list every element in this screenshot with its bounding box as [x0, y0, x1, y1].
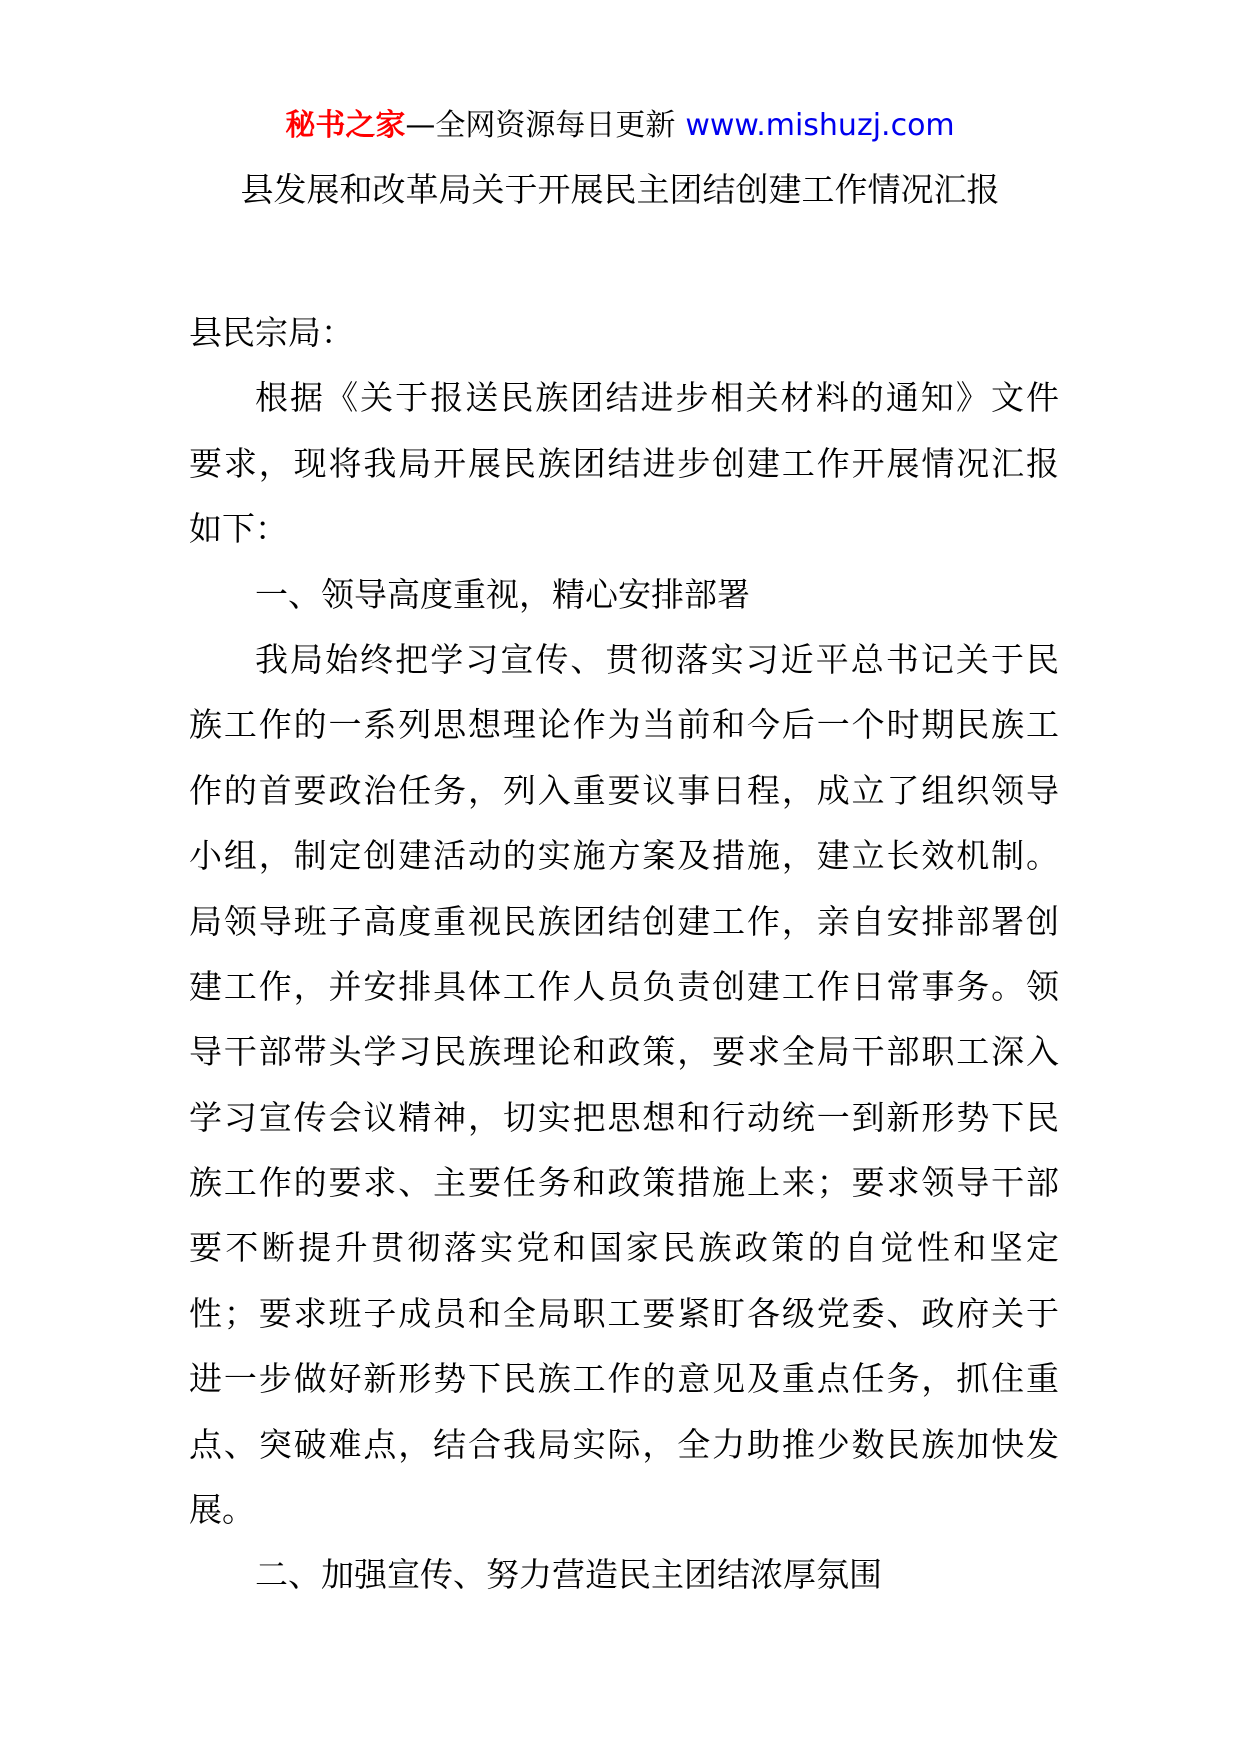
paragraph-line: 作的首要政治任务，列入重要议事日程，成立了组织领导 [189, 770, 1059, 810]
site-tagline: —全网资源每日更新 [405, 108, 676, 143]
paragraph-line: 如下： [189, 509, 288, 549]
paragraph-line: 要求，现将我局开展民族团结进步创建工作开展情况汇报 [189, 443, 1059, 483]
site-header [0, 104, 1240, 148]
paragraph-line: 导干部带头学习民族理论和政策，要求全局干部职工深入 [189, 1032, 1059, 1072]
paragraph-line: 学习宣传会议精神，切实把思想和行动统一到新形势下民 [189, 1097, 1059, 1137]
paragraph-line: 要不断提升贯彻落实党和国家民族政策的自觉性和坚定 [189, 1228, 1059, 1268]
paragraph-line: 小组，制定创建活动的实施方案及措施，建立长效机制。 [189, 836, 1059, 876]
paragraph-line: 族工作的要求、主要任务和政策措施上来；要求领导干部 [189, 1163, 1059, 1203]
paragraph-line: 点、突破难点，结合我局实际，全力助推少数民族加快发 [189, 1424, 1059, 1464]
document-body [189, 300, 1059, 1608]
paragraph-line: 局领导班子高度重视民族团结创建工作，亲自安排部署创 [189, 901, 1059, 941]
section-heading: 二、加强宣传、努力营造民主团结浓厚氛围 [255, 1555, 882, 1595]
paragraph-line: 性；要求班子成员和全局职工要紧盯各级党委、政府关于 [189, 1293, 1059, 1333]
paragraph-line: 进一步做好新形势下民族工作的意见及重点任务，抓住重 [189, 1359, 1059, 1399]
paragraph-line: 我局始终把学习宣传、贯彻落实习近平总书记关于民 [255, 639, 1059, 679]
section-heading: 一、领导高度重视，精心安排部署 [255, 574, 750, 614]
paragraph-line: 建工作，并安排具体工作人员负责创建工作日常事务。领 [189, 966, 1059, 1006]
site-brand: 秘书之家 [285, 108, 406, 143]
paragraph-line: 根据《关于报送民族团结进步相关材料的通知》文件 [255, 378, 1059, 418]
site-url-link[interactable]: www.mishuzj.com [685, 108, 955, 143]
document-title: 县发展和改革局关于开展民主团结创建工作情况汇报 [240, 170, 1000, 209]
paragraph-line: 族工作的一系列思想理论作为当前和今后一个时期民族工 [189, 705, 1059, 745]
paragraph-line: 展。 [189, 1490, 255, 1530]
salutation: 县民宗局： [189, 313, 354, 352]
